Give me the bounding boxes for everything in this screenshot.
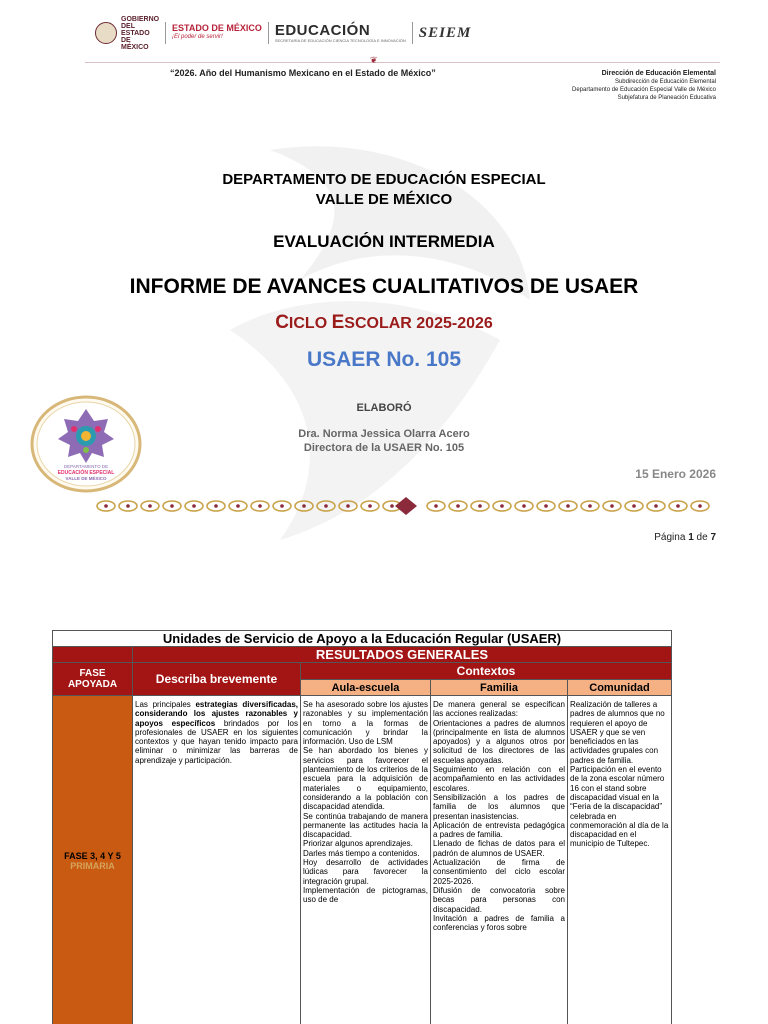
badge-text: DEPARTAMENTO DE xyxy=(63,464,109,469)
author-name: Dra. Norma Jessica Olarra Acero xyxy=(298,428,470,440)
ornament-dot xyxy=(676,504,680,508)
col-aula-header: Aula-escuela xyxy=(301,680,431,696)
directorate-line: Subjefatura de Planeación Educativa xyxy=(617,95,716,101)
year-motto: “2026. Año del Humanismo Mexicano en el Estado de México” xyxy=(170,68,436,78)
author-role: Directora de la USAER No. 105 xyxy=(303,442,465,454)
report-title: INFORME DE AVANCES CUALITATIVOS DE USAER xyxy=(129,275,639,298)
familia-text-line: Invitación a padres de familia a conferencias y foros sobre xyxy=(433,913,565,933)
familia-text-line: Seguimiento en relación con el acompañamiento en las actividades escolares. xyxy=(433,765,565,793)
gobierno-logo xyxy=(95,16,159,51)
header-rule xyxy=(85,62,720,63)
evaluation-title: EVALUACIÓN INTERMEDIA xyxy=(273,232,495,251)
ornament-dot xyxy=(522,504,526,508)
page-of: de xyxy=(693,532,711,543)
educacion-logo xyxy=(274,21,406,43)
familia-text-line: Aplicación de entrevista pedagógica a padres de familia. xyxy=(433,820,565,840)
results-header-row xyxy=(53,647,672,663)
familia-text-line: Orientaciones a padres de alumnos (principalmente en lista de alumnos apoyados) y a algunos otros por solicitud de los directores de las escuelas apoyadas. xyxy=(433,718,565,765)
comunidad-cell xyxy=(568,696,672,1024)
seiem-logo: SEIEM xyxy=(418,24,472,41)
familia-cell xyxy=(431,696,568,1024)
edomex-logo-text: ESTADO DE MÉXICO xyxy=(172,23,262,33)
ornament-dot xyxy=(280,504,284,508)
educacion-logo-text: EDUCACIÓN xyxy=(274,21,371,39)
ornament-dot xyxy=(566,504,570,508)
ornament-dot xyxy=(192,504,196,508)
cycle-text: ICLO xyxy=(288,315,332,332)
department-badge xyxy=(30,395,142,493)
results-header: RESULTADOS GENERALES xyxy=(133,647,672,663)
ornament-dot xyxy=(214,504,218,508)
describe-bold-text: estrategias diversificadas, considerando los ajustes razonables y apoyos específicos xyxy=(135,700,298,728)
page-current: 1 xyxy=(688,532,694,543)
familia-text-line: Difusión de convocatoria sobre becas para personas con discapacidad. xyxy=(433,885,565,914)
aula-text-line: Priorizar algunos aprendizajes. xyxy=(303,839,413,849)
aula-text-line: Darles más tiempo a contenidos. xyxy=(303,848,420,858)
department-line: DEPARTAMENTO DE EDUCACIÓN ESPECIAL xyxy=(222,171,546,188)
page-label: Página xyxy=(654,532,689,543)
cycle-text: SCOLAR 2025-2026 xyxy=(344,315,493,332)
fase-value: FASE 3, 4 Y 5 xyxy=(64,851,121,861)
page-total: 7 xyxy=(710,532,716,543)
elaboro-label: ELABORÓ xyxy=(356,402,412,414)
cycle-initial: C xyxy=(275,312,289,333)
describe-header: Describa brevemente xyxy=(133,663,301,696)
directorate-block xyxy=(572,70,716,102)
comunidad-text-line: Realización de talleres a padres de alumnos que no requieren el apoyo de USAER y que se ven beneficiados en las actividades grupales con padres de familia. xyxy=(570,700,665,765)
directorate-line: Subdirección de Educación Elemental xyxy=(614,79,716,85)
ornamental-divider xyxy=(95,497,717,515)
header-logos xyxy=(95,15,472,51)
logo-divider xyxy=(165,22,166,44)
department-line: VALLE DE MÉXICO xyxy=(315,191,453,208)
fase-header: FASE APOYADA xyxy=(53,663,133,696)
usaer-number: USAER No. 105 xyxy=(306,348,462,371)
gobierno-logo-text: GOBIERNO DEL ESTADO DE MÉXICO xyxy=(121,15,160,51)
results-table xyxy=(52,630,672,1024)
ornament-dot xyxy=(588,504,592,508)
contexts-header: Contextos xyxy=(301,663,672,680)
report-date: 15 Enero 2026 xyxy=(635,467,716,481)
aula-text-line: Se ha asesorado sobre los ajustes razonables y su implementación en torno a la formas de comunicación y brindar la información. Uso de LSM xyxy=(303,700,428,747)
ornament-dot xyxy=(654,504,658,508)
results-header-blank xyxy=(53,647,133,663)
ornament-dot xyxy=(390,504,394,508)
col-comunidad-header: Comunidad xyxy=(568,680,672,696)
aula-cell xyxy=(301,696,431,1024)
comunidad-text-line: Participación en el evento de la zona escolar número 16 con el stand sobre discapacidad visual en la “Feria de la discapacidad” celebrada en conmemoración al día de la discapacidad en el municipio de Tultepec. xyxy=(570,765,669,849)
logo-divider xyxy=(268,22,269,44)
ornament-dot xyxy=(478,504,482,508)
ornament-dot xyxy=(148,504,152,508)
ornament-dot xyxy=(324,504,328,508)
fase-level: PRIMARIA xyxy=(70,861,115,871)
ornament-dot xyxy=(500,504,504,508)
ornament-dot xyxy=(236,504,240,508)
familia-text-line: De manera general se especifican las acciones realizadas: xyxy=(433,700,565,719)
educacion-logo-subtext: SECRETARÍA DE EDUCACIÓN CIENCIA TECNOLOGÍA E INNOVACIÓN xyxy=(274,37,406,43)
ornament-dot xyxy=(632,504,636,508)
flower-ornament-icon: ❦ xyxy=(370,55,378,65)
describe-cell xyxy=(133,696,301,1024)
ornament-dot xyxy=(258,504,262,508)
describe-text: Las principales xyxy=(135,700,196,709)
ornament-dot xyxy=(610,504,614,508)
col-familia-header: Familia xyxy=(431,680,568,696)
seal-icon xyxy=(95,22,117,44)
familia-text-line: Sensibilización a los padres de familia de los alumnos que presentan inasistencias. xyxy=(433,792,565,821)
cycle-initial: E xyxy=(331,312,345,333)
ornament-dot xyxy=(544,504,548,508)
ornament-center xyxy=(395,497,417,515)
aula-text-line: Hoy desarrollo de actividades lúdicas para favorecer la integración grupal. xyxy=(303,858,428,886)
describe-text: brindados por los profesionales de USAER en los siguientes contextos y que hayan tenido impacto para eliminar o minimizar las barreras de aprendizaje y participación. xyxy=(135,718,298,765)
ornament-dot xyxy=(126,504,130,508)
ornament-dot xyxy=(368,504,372,508)
table-title-row xyxy=(53,631,672,647)
ornament-dot xyxy=(104,504,108,508)
aula-text-line: Se continúa trabajando de manera permanente las actitudes hacia la discapacidad. xyxy=(303,811,428,840)
badge-text: EDUCACIÓN ESPECIAL xyxy=(57,470,115,476)
table-row xyxy=(53,696,672,1024)
edomex-slogan: ¡El poder de servir! xyxy=(172,34,223,40)
badge-text: VALLE DE MÉXICO xyxy=(65,476,107,481)
ornament-dot xyxy=(434,504,438,508)
familia-text-line: Llenado de fichas de datos para el padrón de alumnos de USAER. xyxy=(433,839,565,858)
directorate-line: Departamento de Educación Especial Valle de México xyxy=(572,87,716,93)
logo-divider xyxy=(412,22,413,44)
directorate-line: Dirección de Educación Elemental xyxy=(601,70,716,77)
ornament-dot xyxy=(302,504,306,508)
page-number xyxy=(654,532,716,543)
department-title xyxy=(0,170,768,210)
edomex-logo xyxy=(172,24,262,42)
ornament-dot xyxy=(346,504,350,508)
fase-cell xyxy=(53,696,133,1024)
aula-text-line: Implementación de pictogramas, uso de de xyxy=(303,885,428,905)
ornament-dot xyxy=(456,504,460,508)
ornament-dot xyxy=(170,504,174,508)
table-title: Unidades de Servicio de Apoyo a la Educación Regular (USAER) xyxy=(53,631,672,647)
aula-text-line: Se han abordado los bienes y servicios para favorecer el planteamiento de los criterios de la escuela para la adquisición de materiales o equipamiento, considerando a la población con discapacidad atendida. xyxy=(303,746,428,812)
contexts-header-row xyxy=(53,663,672,680)
familia-text-line: Actualización de firma de consentimiento del ciclo escolar 2025-2026. xyxy=(433,858,565,886)
school-cycle xyxy=(0,312,768,334)
ornament-dot xyxy=(698,504,702,508)
